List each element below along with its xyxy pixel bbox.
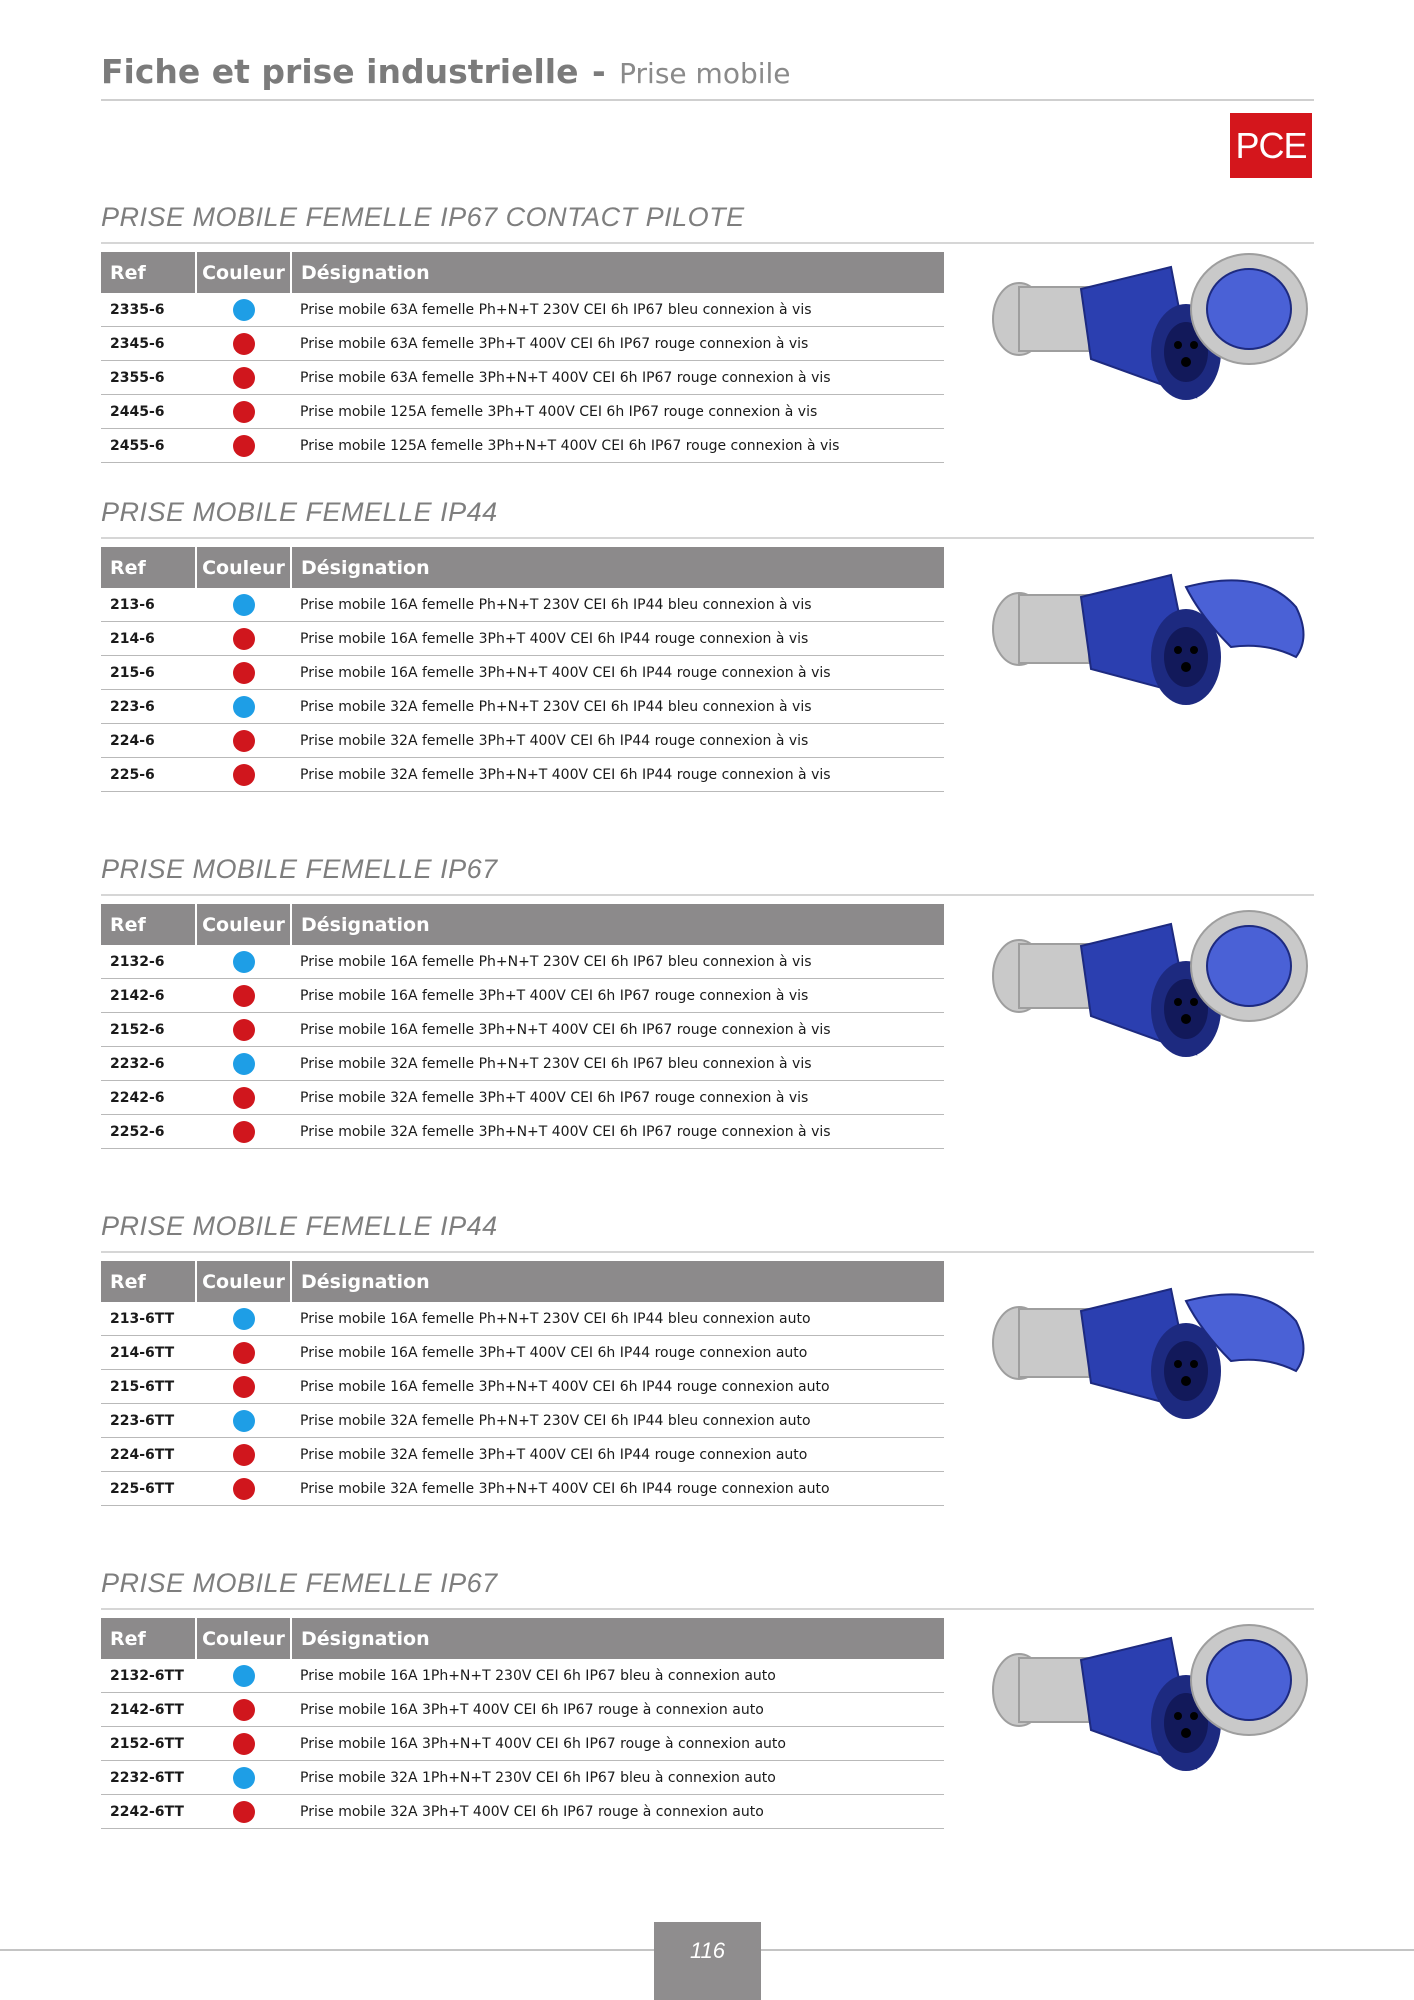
title-rule <box>101 99 1314 101</box>
product-designation: Prise mobile 16A femelle Ph+N+T 230V CEI 6h IP67 bleu connexion à vis <box>291 945 944 979</box>
product-section <box>101 202 1314 454</box>
table-row <box>101 395 944 429</box>
table-row <box>101 1693 944 1727</box>
product-ref: 2335-6 <box>101 293 196 327</box>
table-row <box>101 979 944 1013</box>
product-section <box>101 497 1314 783</box>
cable-gland-icon <box>993 1307 1089 1379</box>
color-dot-icon <box>233 1087 255 1109</box>
page-subtitle: Prise mobile <box>619 57 791 90</box>
section-rule <box>101 894 1314 896</box>
product-designation: Prise mobile 16A 3Ph+T 400V CEI 6h IP67 rouge à connexion auto <box>291 1693 944 1727</box>
product-ref: 224-6TT <box>101 1438 196 1472</box>
section-rule <box>101 242 1314 244</box>
column-header-designation: Désignation <box>291 547 944 588</box>
socket-lid-icon <box>1191 1625 1307 1735</box>
section-title: PRISE MOBILE FEMELLE IP44 <box>101 497 498 527</box>
page-title-main: Fiche et prise industrielle <box>101 52 579 91</box>
color-dot-icon <box>233 435 255 457</box>
product-color-cell <box>196 1115 291 1149</box>
color-dot-icon <box>233 1019 255 1041</box>
color-dot-icon <box>233 696 255 718</box>
product-color-cell <box>196 429 291 463</box>
product-ref: 2252-6 <box>101 1115 196 1149</box>
section-rule <box>101 1608 1314 1610</box>
table-row <box>101 1795 944 1829</box>
product-designation: Prise mobile 32A femelle 3Ph+N+T 400V CEI 6h IP44 rouge connexion auto <box>291 1472 944 1506</box>
table-row <box>101 1115 944 1149</box>
column-header-designation: Désignation <box>291 1618 944 1659</box>
color-dot-icon <box>233 764 255 786</box>
product-designation: Prise mobile 16A femelle 3Ph+T 400V CEI 6h IP67 rouge connexion à vis <box>291 979 944 1013</box>
column-header-ref: Ref <box>101 252 196 293</box>
table-header <box>101 252 944 293</box>
color-dot-icon <box>233 299 255 321</box>
product-table <box>101 1618 944 1829</box>
socket-lid-icon <box>1191 254 1307 364</box>
product-designation: Prise mobile 16A femelle 3Ph+N+T 400V CEI 6h IP44 rouge connexion à vis <box>291 656 944 690</box>
product-color-cell <box>196 327 291 361</box>
column-header-ref: Ref <box>101 904 196 945</box>
color-dot-icon <box>233 1767 255 1789</box>
product-color-cell <box>196 724 291 758</box>
product-ref: 225-6 <box>101 758 196 792</box>
product-ref: 213-6TT <box>101 1302 196 1336</box>
product-designation: Prise mobile 16A femelle Ph+N+T 230V CEI 6h IP44 bleu connexion auto <box>291 1302 944 1336</box>
product-ref: 214-6TT <box>101 1336 196 1370</box>
table-row <box>101 622 944 656</box>
table-header <box>101 1261 944 1302</box>
product-color-cell <box>196 656 291 690</box>
color-dot-icon <box>233 1410 255 1432</box>
product-designation: Prise mobile 16A 3Ph+N+T 400V CEI 6h IP67 rouge à connexion auto <box>291 1727 944 1761</box>
product-photo <box>981 247 1314 447</box>
color-dot-icon <box>233 401 255 423</box>
column-header-designation: Désignation <box>291 252 944 293</box>
product-color-cell <box>196 1438 291 1472</box>
product-photo <box>981 1261 1314 1461</box>
column-header-designation: Désignation <box>291 1261 944 1302</box>
table-header <box>101 547 944 588</box>
product-designation: Prise mobile 32A 3Ph+T 400V CEI 6h IP67 rouge à connexion auto <box>291 1795 944 1829</box>
product-color-cell <box>196 690 291 724</box>
product-ref: 2142-6 <box>101 979 196 1013</box>
product-designation: Prise mobile 63A femelle 3Ph+N+T 400V CEI 6h IP67 rouge connexion à vis <box>291 361 944 395</box>
product-section <box>101 1211 1314 1497</box>
color-dot-icon <box>233 1801 255 1823</box>
color-dot-icon <box>233 1308 255 1330</box>
product-ref: 214-6 <box>101 622 196 656</box>
product-color-cell <box>196 945 291 979</box>
product-designation: Prise mobile 16A 1Ph+N+T 230V CEI 6h IP67 bleu à connexion auto <box>291 1659 944 1693</box>
cable-gland-icon <box>993 1654 1089 1726</box>
product-ref: 2152-6TT <box>101 1727 196 1761</box>
product-designation: Prise mobile 32A femelle 3Ph+N+T 400V CEI 6h IP67 rouge connexion à vis <box>291 1115 944 1149</box>
product-color-cell <box>196 1761 291 1795</box>
color-dot-icon <box>233 1733 255 1755</box>
column-header-ref: Ref <box>101 1261 196 1302</box>
product-table <box>101 547 944 792</box>
product-color-cell <box>196 622 291 656</box>
product-ref: 225-6TT <box>101 1472 196 1506</box>
table-row <box>101 1727 944 1761</box>
column-header-ref: Ref <box>101 547 196 588</box>
page-title-separator: - <box>591 52 606 91</box>
table-row <box>101 1336 944 1370</box>
product-designation: Prise mobile 32A femelle 3Ph+T 400V CEI 6h IP44 rouge connexion auto <box>291 1438 944 1472</box>
product-color-cell <box>196 293 291 327</box>
product-designation: Prise mobile 32A femelle Ph+N+T 230V CEI 6h IP44 bleu connexion auto <box>291 1404 944 1438</box>
product-ref: 2142-6TT <box>101 1693 196 1727</box>
product-color-cell <box>196 1013 291 1047</box>
product-color-cell <box>196 1659 291 1693</box>
product-designation: Prise mobile 16A femelle 3Ph+N+T 400V CEI 6h IP44 rouge connexion auto <box>291 1370 944 1404</box>
table-row <box>101 1081 944 1115</box>
product-color-cell <box>196 1370 291 1404</box>
product-color-cell <box>196 1472 291 1506</box>
color-dot-icon <box>233 367 255 389</box>
table-row <box>101 293 944 327</box>
column-header-couleur: Couleur <box>196 1261 291 1302</box>
product-designation: Prise mobile 16A femelle 3Ph+N+T 400V CEI 6h IP67 rouge connexion à vis <box>291 1013 944 1047</box>
product-color-cell <box>196 1727 291 1761</box>
cable-gland-icon <box>993 940 1089 1012</box>
column-header-ref: Ref <box>101 1618 196 1659</box>
table-row <box>101 1472 944 1506</box>
color-dot-icon <box>233 333 255 355</box>
table-row <box>101 327 944 361</box>
product-designation: Prise mobile 125A femelle 3Ph+T 400V CEI 6h IP67 rouge connexion à vis <box>291 395 944 429</box>
product-designation: Prise mobile 16A femelle Ph+N+T 230V CEI 6h IP44 bleu connexion à vis <box>291 588 944 622</box>
product-ref: 2132-6TT <box>101 1659 196 1693</box>
table-row <box>101 1761 944 1795</box>
product-designation: Prise mobile 32A femelle 3Ph+N+T 400V CEI 6h IP44 rouge connexion à vis <box>291 758 944 792</box>
table-row <box>101 361 944 395</box>
table-row <box>101 1659 944 1693</box>
product-designation: Prise mobile 125A femelle 3Ph+N+T 400V CEI 6h IP67 rouge connexion à vis <box>291 429 944 463</box>
color-dot-icon <box>233 1444 255 1466</box>
color-dot-icon <box>233 662 255 684</box>
product-designation: Prise mobile 32A femelle Ph+N+T 230V CEI 6h IP44 bleu connexion à vis <box>291 690 944 724</box>
section-title: PRISE MOBILE FEMELLE IP44 <box>101 1211 498 1241</box>
product-designation: Prise mobile 32A femelle Ph+N+T 230V CEI 6h IP67 bleu connexion à vis <box>291 1047 944 1081</box>
color-dot-icon <box>233 1665 255 1687</box>
table-row <box>101 758 944 792</box>
product-ref: 223-6TT <box>101 1404 196 1438</box>
table-row <box>101 1013 944 1047</box>
section-title: PRISE MOBILE FEMELLE IP67 CONTACT PILOTE <box>101 202 745 232</box>
color-dot-icon <box>233 1376 255 1398</box>
product-ref: 2242-6TT <box>101 1795 196 1829</box>
product-color-cell <box>196 1795 291 1829</box>
product-ref: 2355-6 <box>101 361 196 395</box>
product-color-cell <box>196 1081 291 1115</box>
column-header-couleur: Couleur <box>196 1618 291 1659</box>
product-ref: 2132-6 <box>101 945 196 979</box>
product-ref: 223-6 <box>101 690 196 724</box>
table-row <box>101 656 944 690</box>
table-row <box>101 588 944 622</box>
product-table <box>101 1261 944 1506</box>
color-dot-icon <box>233 594 255 616</box>
table-row <box>101 945 944 979</box>
table-row <box>101 1438 944 1472</box>
pce-logo: PCE <box>1230 113 1312 178</box>
product-ref: 215-6 <box>101 656 196 690</box>
product-ref: 213-6 <box>101 588 196 622</box>
cable-gland-icon <box>993 283 1089 355</box>
product-designation: Prise mobile 32A 1Ph+N+T 230V CEI 6h IP67 bleu à connexion auto <box>291 1761 944 1795</box>
product-color-cell <box>196 1336 291 1370</box>
product-designation: Prise mobile 32A femelle 3Ph+T 400V CEI 6h IP67 rouge connexion à vis <box>291 1081 944 1115</box>
product-color-cell <box>196 1047 291 1081</box>
product-color-cell <box>196 395 291 429</box>
product-section <box>101 1568 1314 1820</box>
product-ref: 2232-6 <box>101 1047 196 1081</box>
table-row <box>101 429 944 463</box>
column-header-couleur: Couleur <box>196 904 291 945</box>
color-dot-icon <box>233 628 255 650</box>
table-row <box>101 1404 944 1438</box>
color-dot-icon <box>233 730 255 752</box>
color-dot-icon <box>233 951 255 973</box>
cable-gland-icon <box>993 593 1089 665</box>
table-row <box>101 724 944 758</box>
product-color-cell <box>196 361 291 395</box>
table-row <box>101 1302 944 1336</box>
page-title <box>101 52 791 91</box>
product-section <box>101 854 1314 1140</box>
product-color-cell <box>196 588 291 622</box>
product-designation: Prise mobile 16A femelle 3Ph+T 400V CEI 6h IP44 rouge connexion auto <box>291 1336 944 1370</box>
table-header <box>101 1618 944 1659</box>
table-header <box>101 904 944 945</box>
color-dot-icon <box>233 1121 255 1143</box>
product-color-cell <box>196 979 291 1013</box>
column-header-couleur: Couleur <box>196 252 291 293</box>
section-title: PRISE MOBILE FEMELLE IP67 <box>101 854 498 884</box>
product-color-cell <box>196 1404 291 1438</box>
section-title: PRISE MOBILE FEMELLE IP67 <box>101 1568 498 1598</box>
color-dot-icon <box>233 1699 255 1721</box>
product-ref: 2152-6 <box>101 1013 196 1047</box>
color-dot-icon <box>233 1478 255 1500</box>
product-ref: 2455-6 <box>101 429 196 463</box>
column-header-couleur: Couleur <box>196 547 291 588</box>
product-ref: 224-6 <box>101 724 196 758</box>
product-designation: Prise mobile 63A femelle 3Ph+T 400V CEI 6h IP67 rouge connexion à vis <box>291 327 944 361</box>
product-designation: Prise mobile 63A femelle Ph+N+T 230V CEI 6h IP67 bleu connexion à vis <box>291 293 944 327</box>
color-dot-icon <box>233 1342 255 1364</box>
product-photo <box>981 904 1314 1104</box>
table-row <box>101 1370 944 1404</box>
product-color-cell <box>196 758 291 792</box>
product-photo <box>981 1618 1314 1818</box>
column-header-designation: Désignation <box>291 904 944 945</box>
product-table <box>101 252 944 463</box>
section-rule <box>101 1251 1314 1253</box>
product-ref: 2445-6 <box>101 395 196 429</box>
section-rule <box>101 537 1314 539</box>
page-number: 116 <box>654 1922 761 2000</box>
product-ref: 2345-6 <box>101 327 196 361</box>
product-ref: 2242-6 <box>101 1081 196 1115</box>
product-ref: 215-6TT <box>101 1370 196 1404</box>
product-designation: Prise mobile 16A femelle 3Ph+T 400V CEI 6h IP44 rouge connexion à vis <box>291 622 944 656</box>
product-color-cell <box>196 1693 291 1727</box>
product-color-cell <box>196 1302 291 1336</box>
product-table <box>101 904 944 1149</box>
color-dot-icon <box>233 1053 255 1075</box>
product-photo <box>981 547 1314 747</box>
product-ref: 2232-6TT <box>101 1761 196 1795</box>
table-row <box>101 1047 944 1081</box>
color-dot-icon <box>233 985 255 1007</box>
socket-lid-icon <box>1191 911 1307 1021</box>
product-designation: Prise mobile 32A femelle 3Ph+T 400V CEI 6h IP44 rouge connexion à vis <box>291 724 944 758</box>
table-row <box>101 690 944 724</box>
